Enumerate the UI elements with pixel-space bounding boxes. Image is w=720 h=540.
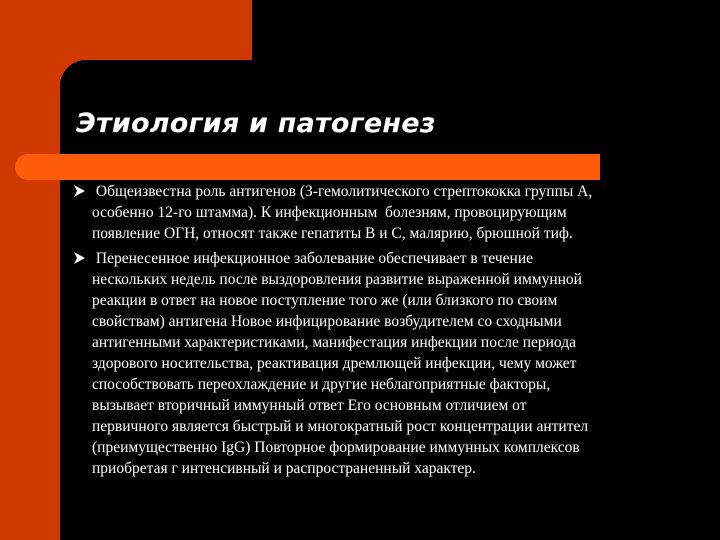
bullet-text: Перенесенное инфекционное заболевание обеспечивает в течение нескольких недель после выздоровления развитие выраженной иммунной реакции в ответ на новое поступление того же (или близкого по своим свойствам) антигена Новое инфицирование возбудителем со сходными антигенными характеристиками, манифестация инфекции после периода здорового носительства, реактивация дремлющей инфекции, чему может способствовать переохлаждение и другие неблагоприятные факторы, вызывает вторичный иммунный ответ Его основным отличием от первичного является быстрый и многократный рост концентрации антител (преимущественно IgG) Повторное формирование иммунных комплексов приобретая г интенсивный и распространенный характер.	[92, 250, 589, 477]
bullet-list	[68, 181, 668, 483]
slide-title: Этиология и патогенез	[76, 108, 436, 139]
arrow-bullet-icon	[72, 251, 86, 265]
bullet-item-1	[68, 181, 668, 244]
bullet-text: Общеизвестна роль антигенов (З-гемолитического стрептококка группы А, особенно 12-го штамма). К инфекционным болезням, провоцирующим появление ОГН, относят также гепатиты В и С, малярию, брюшной тиф.	[92, 183, 593, 242]
arrow-bullet-icon	[72, 184, 86, 198]
title-underline-bar	[15, 154, 600, 180]
bullet-item-2	[68, 248, 668, 479]
